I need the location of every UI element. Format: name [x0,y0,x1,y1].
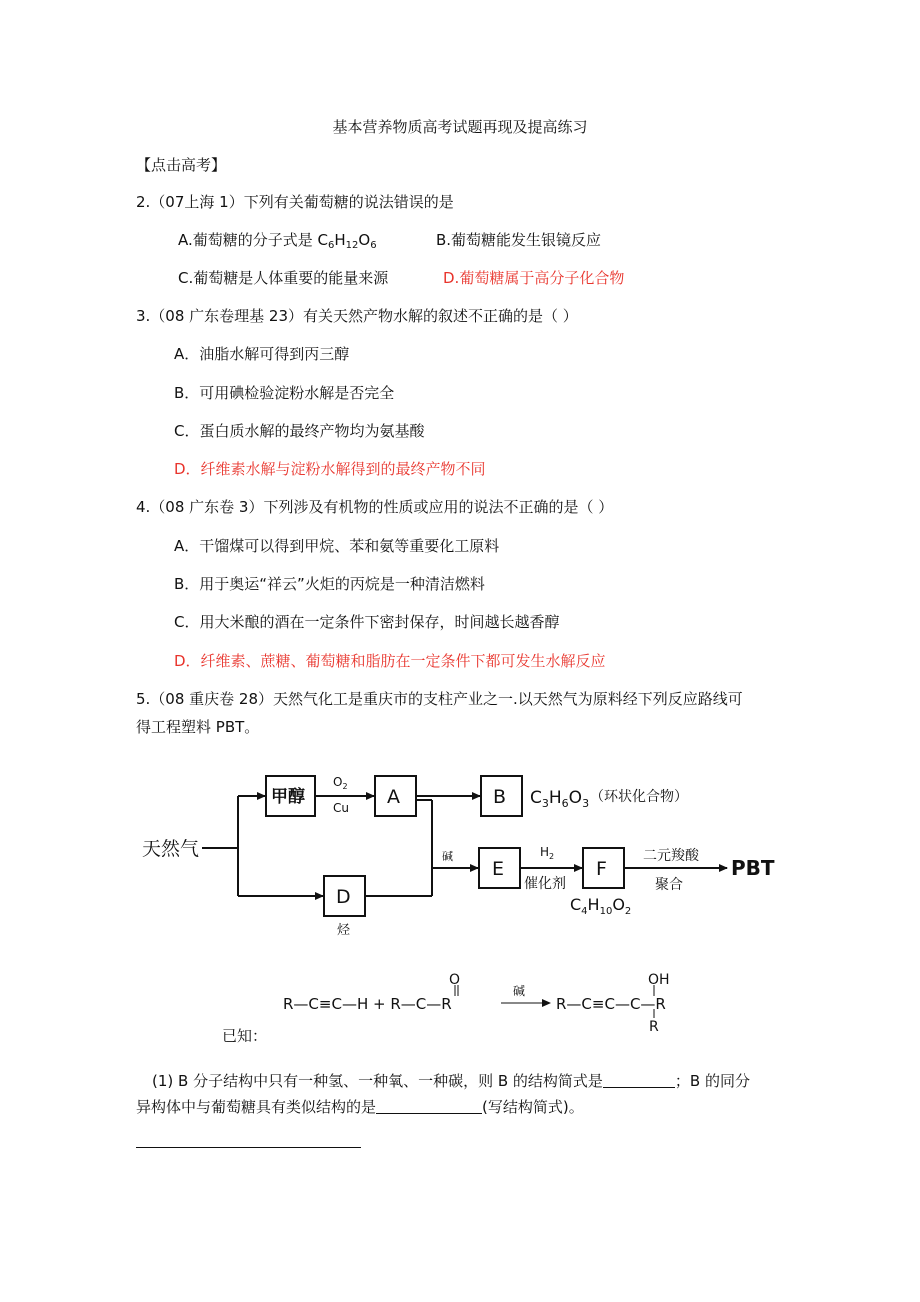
question-5-sub1-line1: (1) B 分子结构中只有一种氢、一种氧、一种碳，则 B 的结构简式是 ；B 的同分 [152,1072,750,1090]
question-4-stem: 4.（08 广东卷 3）下列涉及有机物的性质或应用的说法不正确的是（ ） [136,498,614,516]
box-f-label: F [596,858,607,880]
reaction-r-bottom: R [649,1019,659,1035]
page-title: 基本营养物质高考试题再现及提高练习 [332,118,588,136]
question-3-option-a: A．油脂水解可得到丙三醇 [174,345,350,363]
question-2-option-b: B.葡萄糖能发生银镜反应 [436,231,602,249]
answer-blank-1[interactable] [603,1072,675,1088]
question-5-stem-line2: 得工程塑料 PBT。 [136,718,260,736]
question-4-option-a: A．干馏煤可以得到甲烷、苯和氨等重要化工原料 [174,537,500,555]
answer-blank-2[interactable] [376,1098,482,1114]
question-5-sub1-line2: 异构体中与葡萄糖具有类似结构的是 (写结构简式)。 [136,1098,584,1116]
o2-label: $O_2$ [333,775,348,791]
box-d-label: D [336,886,351,908]
reaction-left: R—C≡C—H + R—C—R [283,995,452,1013]
section-heading: 【点击高考】 [136,156,227,174]
reaction-base: 碱 [513,984,526,998]
question-4-option-d-answer: D．纤维素、蔗糖、葡萄糖和脂肪在一定条件下都可发生水解反应 [174,652,606,670]
footnote-divider [136,1147,361,1148]
b-formula: $C_3H_6O_3$ [530,788,590,810]
question-3-option-d-answer: D．纤维素水解与淀粉水解得到的最终产物不同 [174,460,486,478]
polymerize-label: 聚合 [655,877,683,893]
box-a-label: A [387,786,400,808]
f-formula: $C_4H_{10}O_2$ [570,895,632,917]
question-2-stem: 2.（07上海 1）下列有关葡萄糖的说法错误的是 [136,193,454,211]
reaction-oh: OH [648,972,670,988]
reaction-o: O [449,972,461,988]
question-2-option-c: C.葡萄糖是人体重要的能量来源 [178,269,389,287]
cu-label: Cu [333,801,349,815]
question-3-stem: 3.（08 广东卷理基 23）有关天然产物水解的叙述不正确的是（ ） [136,307,578,325]
hydrocarbon-label: 烃 [337,923,351,938]
question-4-option-c: C．用大米酿的酒在一定条件下密封保存，时间越长越香醇 [174,613,560,631]
question-5-stem-line1: 5.（08 重庆卷 28）天然气化工是重庆市的支柱产业之一.以天然气为原料经下列反应路线可 [136,690,743,708]
question-2-option-a: A.葡萄糖的分子式是 $C_6H_{12}O_6$ [178,231,377,251]
question-3-option-b: B．可用碘检验淀粉水解是否完全 [174,384,395,402]
question-3-option-c: C．蛋白质水解的最终产物均为氨基酸 [174,422,425,440]
box-e-label: E [492,858,505,880]
catalyst-label: 催化剂 [524,876,566,892]
h2-label: $H_2$ [540,845,555,861]
question-4-option-b: B．用于奥运“祥云”火炬的丙烷是一种清洁燃料 [174,575,485,593]
reaction-right: R—C≡C—C—R [556,995,666,1013]
base-label: 碱 [442,850,453,863]
pbt-label: PBT [731,856,775,880]
methanol-label: 甲醇 [271,787,305,807]
known-label: 已知： [222,1027,268,1045]
natural-gas-label: 天然气 [142,838,200,860]
b-note: （环状化合物） [590,789,688,805]
question-2-option-d-answer: D.葡萄糖属于高分子化合物 [443,269,625,287]
box-b-label: B [493,786,507,808]
diacid-label: 二元羧酸 [643,848,699,864]
